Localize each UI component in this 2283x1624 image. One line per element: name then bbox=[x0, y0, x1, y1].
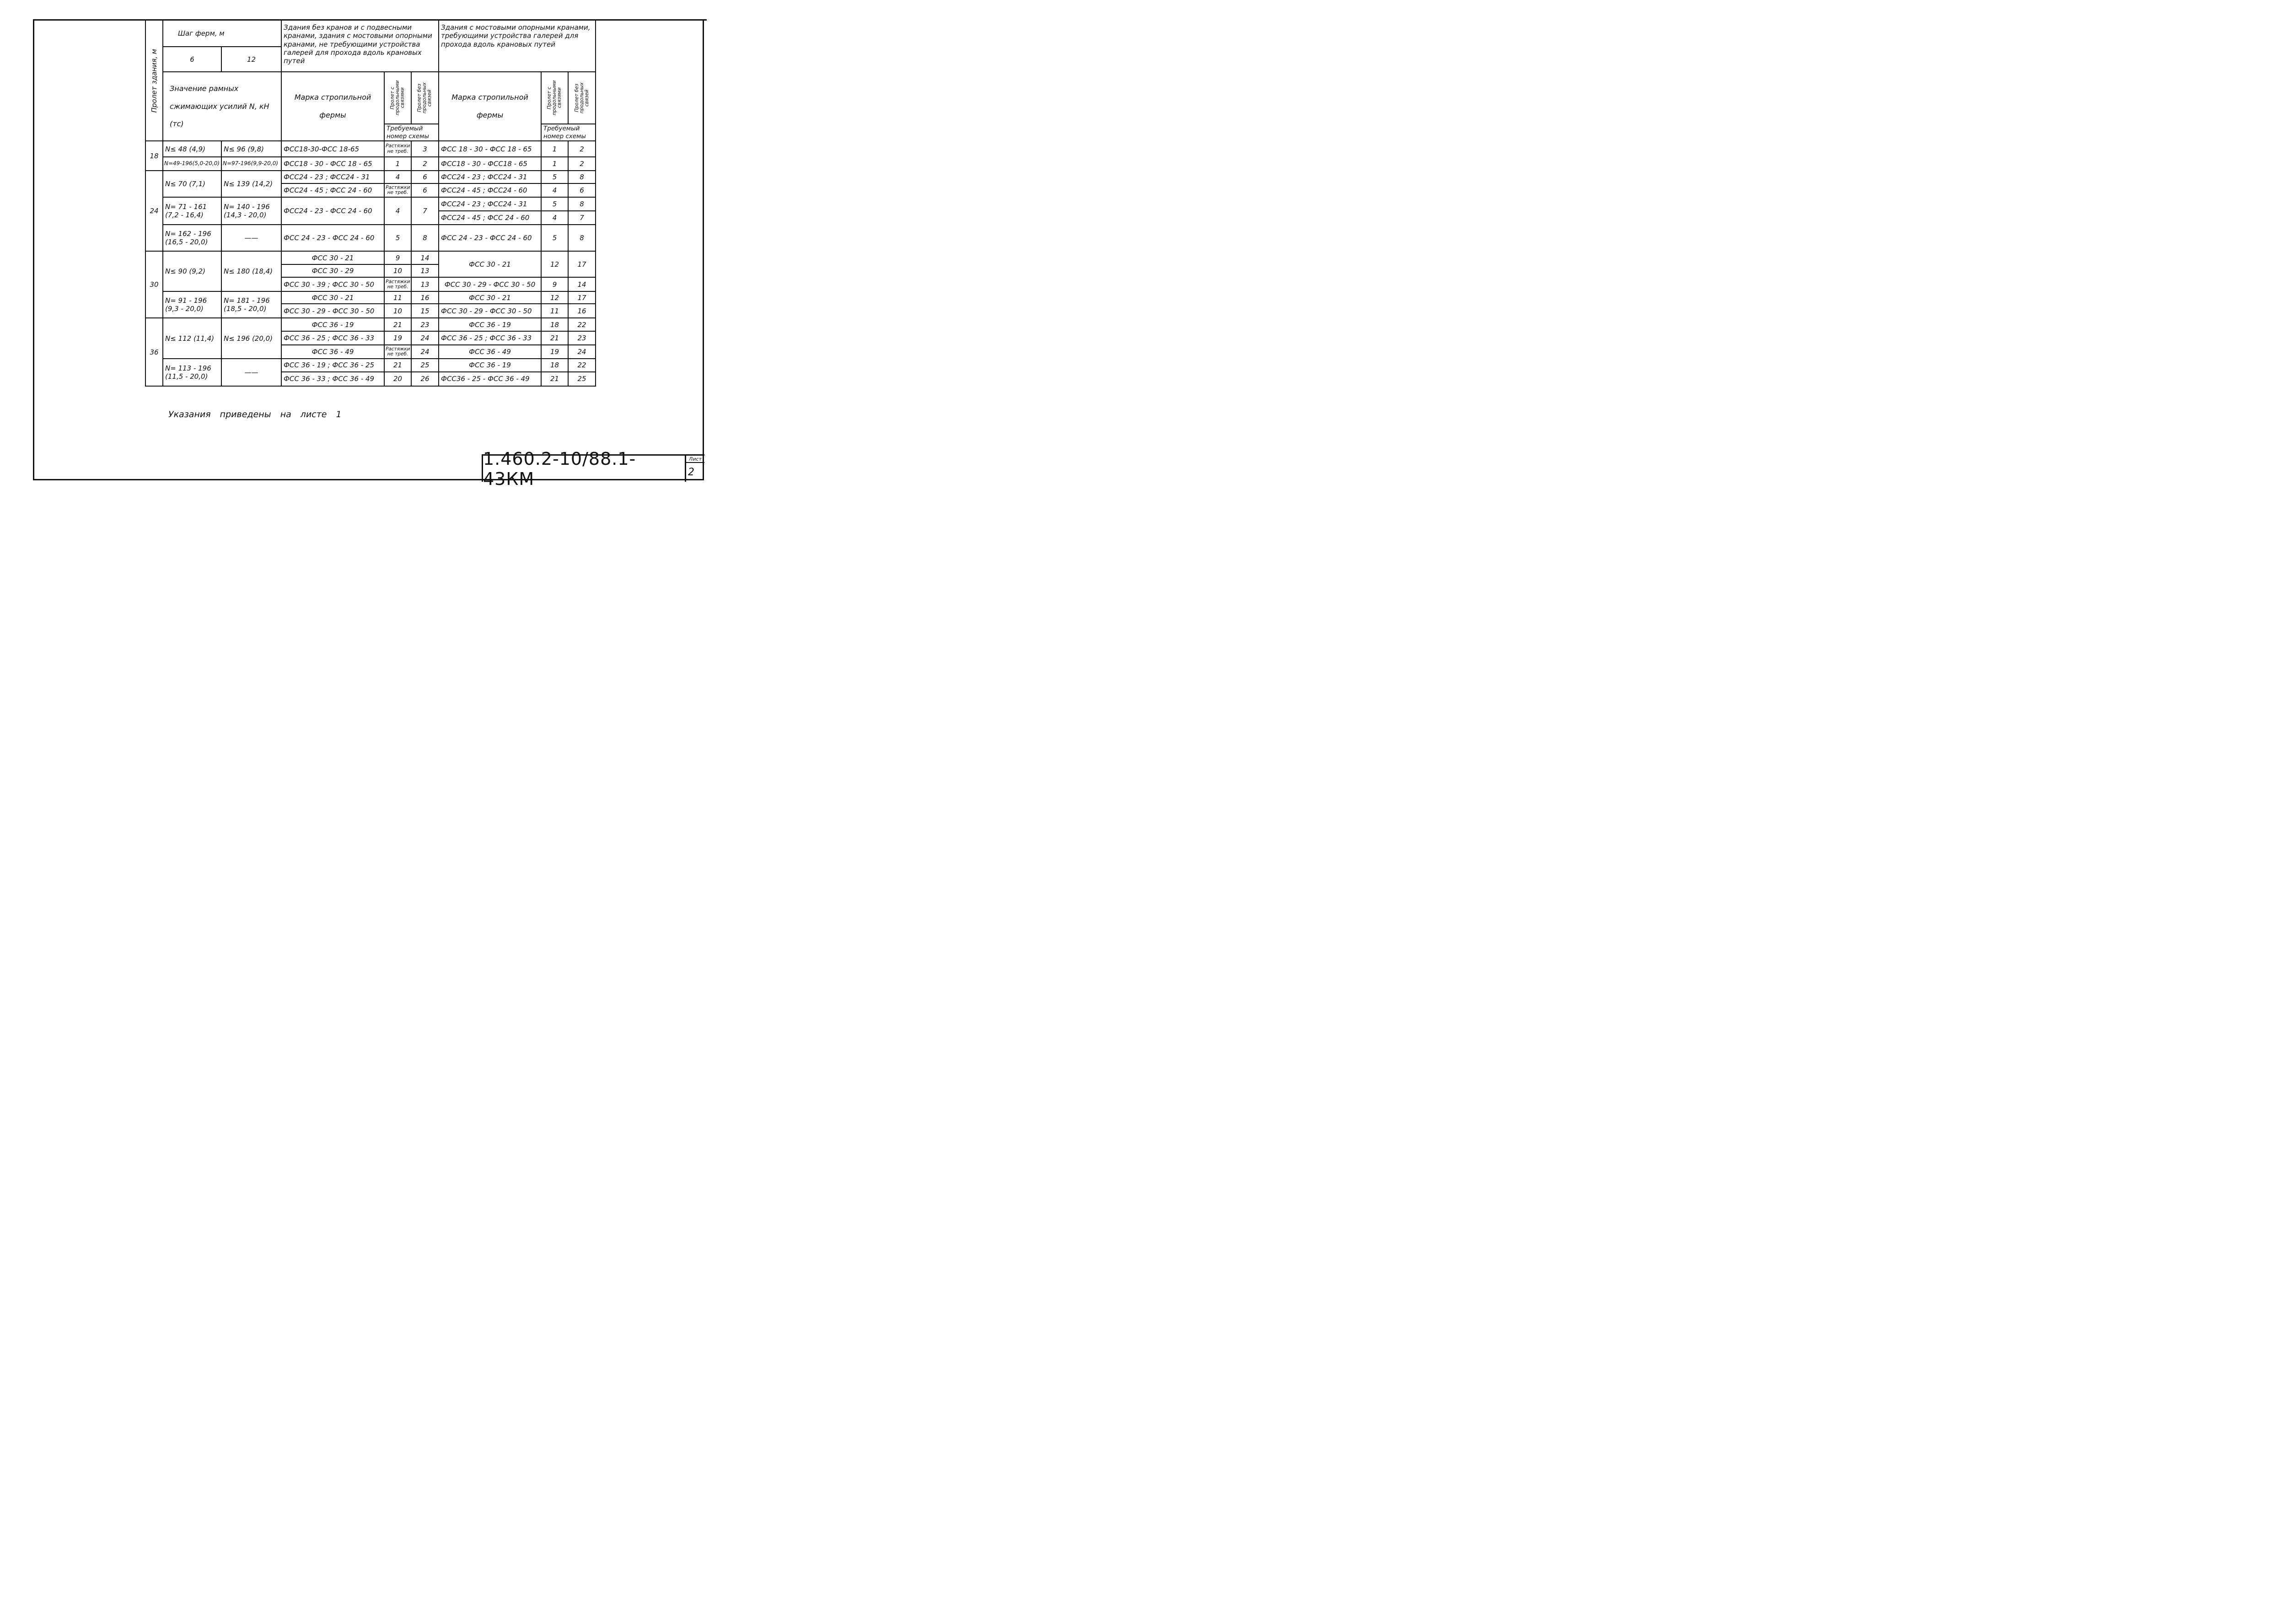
scheme-without-ties: 6 bbox=[411, 171, 439, 183]
scheme-with-ties: 4 bbox=[384, 197, 411, 225]
scheme-without-ties: 2 bbox=[568, 157, 596, 171]
scheme-with-ties: 11 bbox=[541, 304, 568, 318]
scheme-with-ties: 18 bbox=[541, 318, 568, 331]
force-cell: N≤ 139 (14,2) bbox=[221, 171, 281, 197]
truss-mark: ФСС18 - 30 - ФСС 18 - 65 bbox=[281, 157, 384, 171]
force-cell: N≤ 196 (20,0) bbox=[221, 318, 281, 358]
document-code-stamp bbox=[482, 448, 685, 489]
group1-with-ties-text: Пролет с продольными связями bbox=[389, 80, 405, 116]
group1-without-ties-header bbox=[411, 72, 439, 124]
truss-mark: ФСС 36 - 19 bbox=[439, 318, 541, 331]
truss-mark: ФСС 30 - 21 bbox=[439, 251, 541, 277]
scheme-without-ties: 3 bbox=[411, 141, 439, 156]
scheme-without-ties: 8 bbox=[411, 225, 439, 251]
group2-header: Здания с мостовыми опорными кранами, требующими устройства галерей для прохода вдоль крановых путей bbox=[439, 20, 596, 72]
truss-mark: ФСС18-30-ФСС 18-65 bbox=[281, 141, 384, 156]
scheme-without-ties: 13 bbox=[411, 277, 439, 291]
scheme-with-ties: 5 bbox=[541, 197, 568, 211]
truss-mark: ФСС 36 - 49 bbox=[439, 345, 541, 359]
span-header bbox=[145, 20, 163, 141]
force-cell: N= 91 - 196 (9,3 - 20,0) bbox=[163, 291, 221, 318]
truss-mark: ФСС 30 - 21 bbox=[281, 291, 384, 304]
scheme-without-ties: 2 bbox=[568, 141, 596, 156]
span-36: 36 bbox=[145, 318, 163, 386]
scheme-without-ties: 17 bbox=[568, 251, 596, 277]
force-cell: N= 71 - 161 (7,2 - 16,4) bbox=[163, 197, 221, 225]
scheme-without-ties: 23 bbox=[411, 318, 439, 331]
scheme-without-ties: 25 bbox=[568, 372, 596, 386]
span-18: 18 bbox=[145, 141, 163, 170]
truss-mark: ФСС 36 - 33 ; ФСС 36 - 49 bbox=[281, 372, 384, 386]
force-cell: —— bbox=[221, 225, 281, 251]
scheme-with-ties: 12 bbox=[541, 251, 568, 277]
truss-mark: ФСС 36 - 25 ; ФСС 36 - 33 bbox=[439, 331, 541, 345]
truss-mark: ФСС24 - 45 ; ФСС 24 - 60 bbox=[281, 183, 384, 197]
scheme-with-ties: 19 bbox=[541, 345, 568, 359]
truss-mark: ФСС24 - 45 ; ФСС24 - 60 bbox=[439, 183, 541, 197]
scheme-without-ties: 6 bbox=[568, 183, 596, 197]
scheme-without-ties: 22 bbox=[568, 359, 596, 372]
scheme-with-ties: 10 bbox=[384, 304, 411, 318]
force-cell: N= 162 - 196 (16,5 - 20,0) bbox=[163, 225, 221, 251]
sheet-number: 2 bbox=[688, 467, 694, 478]
truss-mark: ФСС 36 - 49 bbox=[281, 345, 384, 359]
force-cell: N≤ 48 (4,9) bbox=[163, 141, 221, 156]
force-cell: N≤ 112 (11,4) bbox=[163, 318, 221, 358]
document-code: 1.460.2-10/88.1-43КМ bbox=[483, 448, 636, 489]
scheme-with-ties: 21 bbox=[384, 359, 411, 372]
scheme-without-ties: 22 bbox=[568, 318, 596, 331]
truss-mark: ФСС24 - 23 ; ФСС24 - 31 bbox=[281, 171, 384, 183]
scheme-with-ties: 10 bbox=[384, 264, 411, 277]
scheme-without-ties: 6 bbox=[411, 183, 439, 197]
scheme-without-ties: 15 bbox=[411, 304, 439, 318]
scheme-without-ties: 24 bbox=[411, 345, 439, 359]
truss-mark: ФСС36 - 25 - ФСС 36 - 49 bbox=[439, 372, 541, 386]
scheme-without-ties: 14 bbox=[411, 251, 439, 264]
scheme-without-ties: 17 bbox=[568, 291, 596, 304]
forces-header: Значение рамных сжимающих усилий N, кН (тс) bbox=[163, 72, 281, 141]
truss-mark: ФСС 30 - 39 ; ФСС 30 - 50 bbox=[281, 277, 384, 291]
scheme-without-ties: 13 bbox=[411, 264, 439, 277]
scheme-with-ties: 12 bbox=[541, 291, 568, 304]
truss-mark: ФСС 36 - 19 ; ФСС 36 - 25 bbox=[281, 359, 384, 372]
scheme-with-ties: 4 bbox=[541, 183, 568, 197]
scheme-with-ties: 21 bbox=[541, 372, 568, 386]
scheme-with-ties: 21 bbox=[384, 318, 411, 331]
force-cell: N≤ 70 (7,1) bbox=[163, 171, 221, 197]
truss-mark: ФСС 30 - 21 bbox=[439, 291, 541, 304]
scheme-without-ties: 8 bbox=[568, 171, 596, 183]
truss-mark: ФСС 30 - 29 - ФСС 30 - 50 bbox=[439, 304, 541, 318]
truss-mark: ФСС24 - 23 ; ФСС24 - 31 bbox=[439, 171, 541, 183]
scheme-without-ties: 7 bbox=[411, 197, 439, 225]
step-12-header: 12 bbox=[221, 47, 281, 72]
scheme-with-ties: 9 bbox=[384, 251, 411, 264]
truss-mark: ФСС 30 - 21 bbox=[281, 251, 384, 264]
scheme-without-ties: 16 bbox=[568, 304, 596, 318]
scheme-without-ties: 24 bbox=[568, 345, 596, 359]
sheet-label: Лист bbox=[686, 456, 704, 463]
truss-mark: ФСС 36 - 19 bbox=[281, 318, 384, 331]
group1-header: Здания без кранов и с подвесными кранами, здания с мостовыми опорными кранами, не требующими устройства галерей для прохода вдоль крановых путей bbox=[281, 20, 439, 72]
truss-selection-table-wrap bbox=[145, 20, 595, 387]
truss-mark: ФСС 24 - 23 - ФСС 24 - 60 bbox=[281, 225, 384, 251]
scheme-with-ties: Растяжки не треб. bbox=[384, 183, 411, 197]
frame-right-border bbox=[703, 19, 704, 480]
force-cell: N= 140 - 196 (14,3 - 20,0) bbox=[221, 197, 281, 225]
truss-mark: ФСС 36 - 19 bbox=[439, 359, 541, 372]
note-text: Указания приведены на листе 1 bbox=[168, 409, 342, 419]
force-cell: N=97-196(9,9-20,0) bbox=[221, 157, 281, 171]
scheme-with-ties: 21 bbox=[541, 331, 568, 345]
scheme-with-ties: 5 bbox=[541, 225, 568, 251]
scheme-without-ties: 25 bbox=[411, 359, 439, 372]
group2-without-ties-text: Пролет без продольных связей bbox=[574, 82, 590, 113]
group2-with-ties-text: Пролет с продольными связями bbox=[547, 80, 563, 116]
scheme-with-ties: 1 bbox=[541, 141, 568, 156]
group2-mark-header: Марка стропильной фермы bbox=[439, 72, 541, 141]
scheme-with-ties: 1 bbox=[541, 157, 568, 171]
scheme-without-ties: 8 bbox=[568, 225, 596, 251]
scheme-with-ties: 18 bbox=[541, 359, 568, 372]
scheme-with-ties: 11 bbox=[384, 291, 411, 304]
scheme-with-ties: Растяжки не треб. bbox=[384, 345, 411, 359]
span-header-text: Пролет здания, м bbox=[150, 48, 158, 113]
scheme-with-ties: 1 bbox=[384, 157, 411, 171]
scheme-with-ties: 5 bbox=[541, 171, 568, 183]
scheme-with-ties: Растяжки не треб. bbox=[384, 141, 411, 156]
scheme-with-ties: 19 bbox=[384, 331, 411, 345]
scheme-without-ties: 14 bbox=[568, 277, 596, 291]
scheme-with-ties: 20 bbox=[384, 372, 411, 386]
scheme-with-ties: 4 bbox=[384, 171, 411, 183]
force-cell: N≤ 180 (18,4) bbox=[221, 251, 281, 291]
group2-with-ties-header bbox=[541, 72, 568, 124]
force-cell: N= 181 - 196 (18,5 - 20,0) bbox=[221, 291, 281, 318]
truss-mark: ФСС 36 - 25 ; ФСС 36 - 33 bbox=[281, 331, 384, 345]
force-cell: N≤ 96 (9,8) bbox=[221, 141, 281, 156]
group1-without-ties-text: Пролет без продольных связей bbox=[417, 82, 433, 113]
scheme-with-ties: 4 bbox=[541, 211, 568, 225]
force-cell: N= 113 - 196 (11,5 - 20,0) bbox=[163, 359, 221, 386]
force-cell: —— bbox=[221, 359, 281, 386]
truss-mark: ФСС24 - 23 ; ФСС24 - 31 bbox=[439, 197, 541, 211]
scheme-without-ties: 26 bbox=[411, 372, 439, 386]
sheet-number-box bbox=[685, 454, 704, 482]
frame-left-border bbox=[33, 19, 34, 480]
truss-mark: ФСС 30 - 29 bbox=[281, 264, 384, 277]
group1-mark-header: Марка стропильной фермы bbox=[281, 72, 384, 141]
scheme-with-ties: Растяжки не треб. bbox=[384, 277, 411, 291]
truss-step-header: Шаг ферм, м bbox=[163, 20, 281, 47]
group2-scheme-header: Требуемый номер схемы bbox=[541, 124, 596, 141]
truss-mark: ФСС24 - 23 - ФСС 24 - 60 bbox=[281, 197, 384, 225]
span-30: 30 bbox=[145, 251, 163, 318]
step-6-header: 6 bbox=[163, 47, 221, 72]
scheme-without-ties: 23 bbox=[568, 331, 596, 345]
force-cell: N≤ 90 (9,2) bbox=[163, 251, 221, 291]
truss-mark: ФСС 30 - 29 - ФСС 30 - 50 bbox=[439, 277, 541, 291]
truss-mark: ФСС 24 - 23 - ФСС 24 - 60 bbox=[439, 225, 541, 251]
scheme-without-ties: 24 bbox=[411, 331, 439, 345]
truss-selection-table bbox=[145, 20, 596, 387]
span-24: 24 bbox=[145, 171, 163, 251]
force-cell: N=49-196(5,0-20,0) bbox=[163, 157, 221, 171]
scheme-with-ties: 9 bbox=[541, 277, 568, 291]
scheme-without-ties: 8 bbox=[568, 197, 596, 211]
truss-mark: ФСС 30 - 29 - ФСС 30 - 50 bbox=[281, 304, 384, 318]
group2-without-ties-header bbox=[568, 72, 596, 124]
truss-mark: ФСС 18 - 30 - ФСС 18 - 65 bbox=[439, 141, 541, 156]
scheme-without-ties: 7 bbox=[568, 211, 596, 225]
group1-with-ties-header bbox=[384, 72, 411, 124]
group1-scheme-header: Требуемый номер схемы bbox=[384, 124, 439, 141]
truss-mark: ФСС24 - 45 ; ФСС 24 - 60 bbox=[439, 211, 541, 225]
scheme-without-ties: 2 bbox=[411, 157, 439, 171]
truss-mark: ФСС18 - 30 - ФСС18 - 65 bbox=[439, 157, 541, 171]
scheme-without-ties: 16 bbox=[411, 291, 439, 304]
scheme-with-ties: 5 bbox=[384, 225, 411, 251]
